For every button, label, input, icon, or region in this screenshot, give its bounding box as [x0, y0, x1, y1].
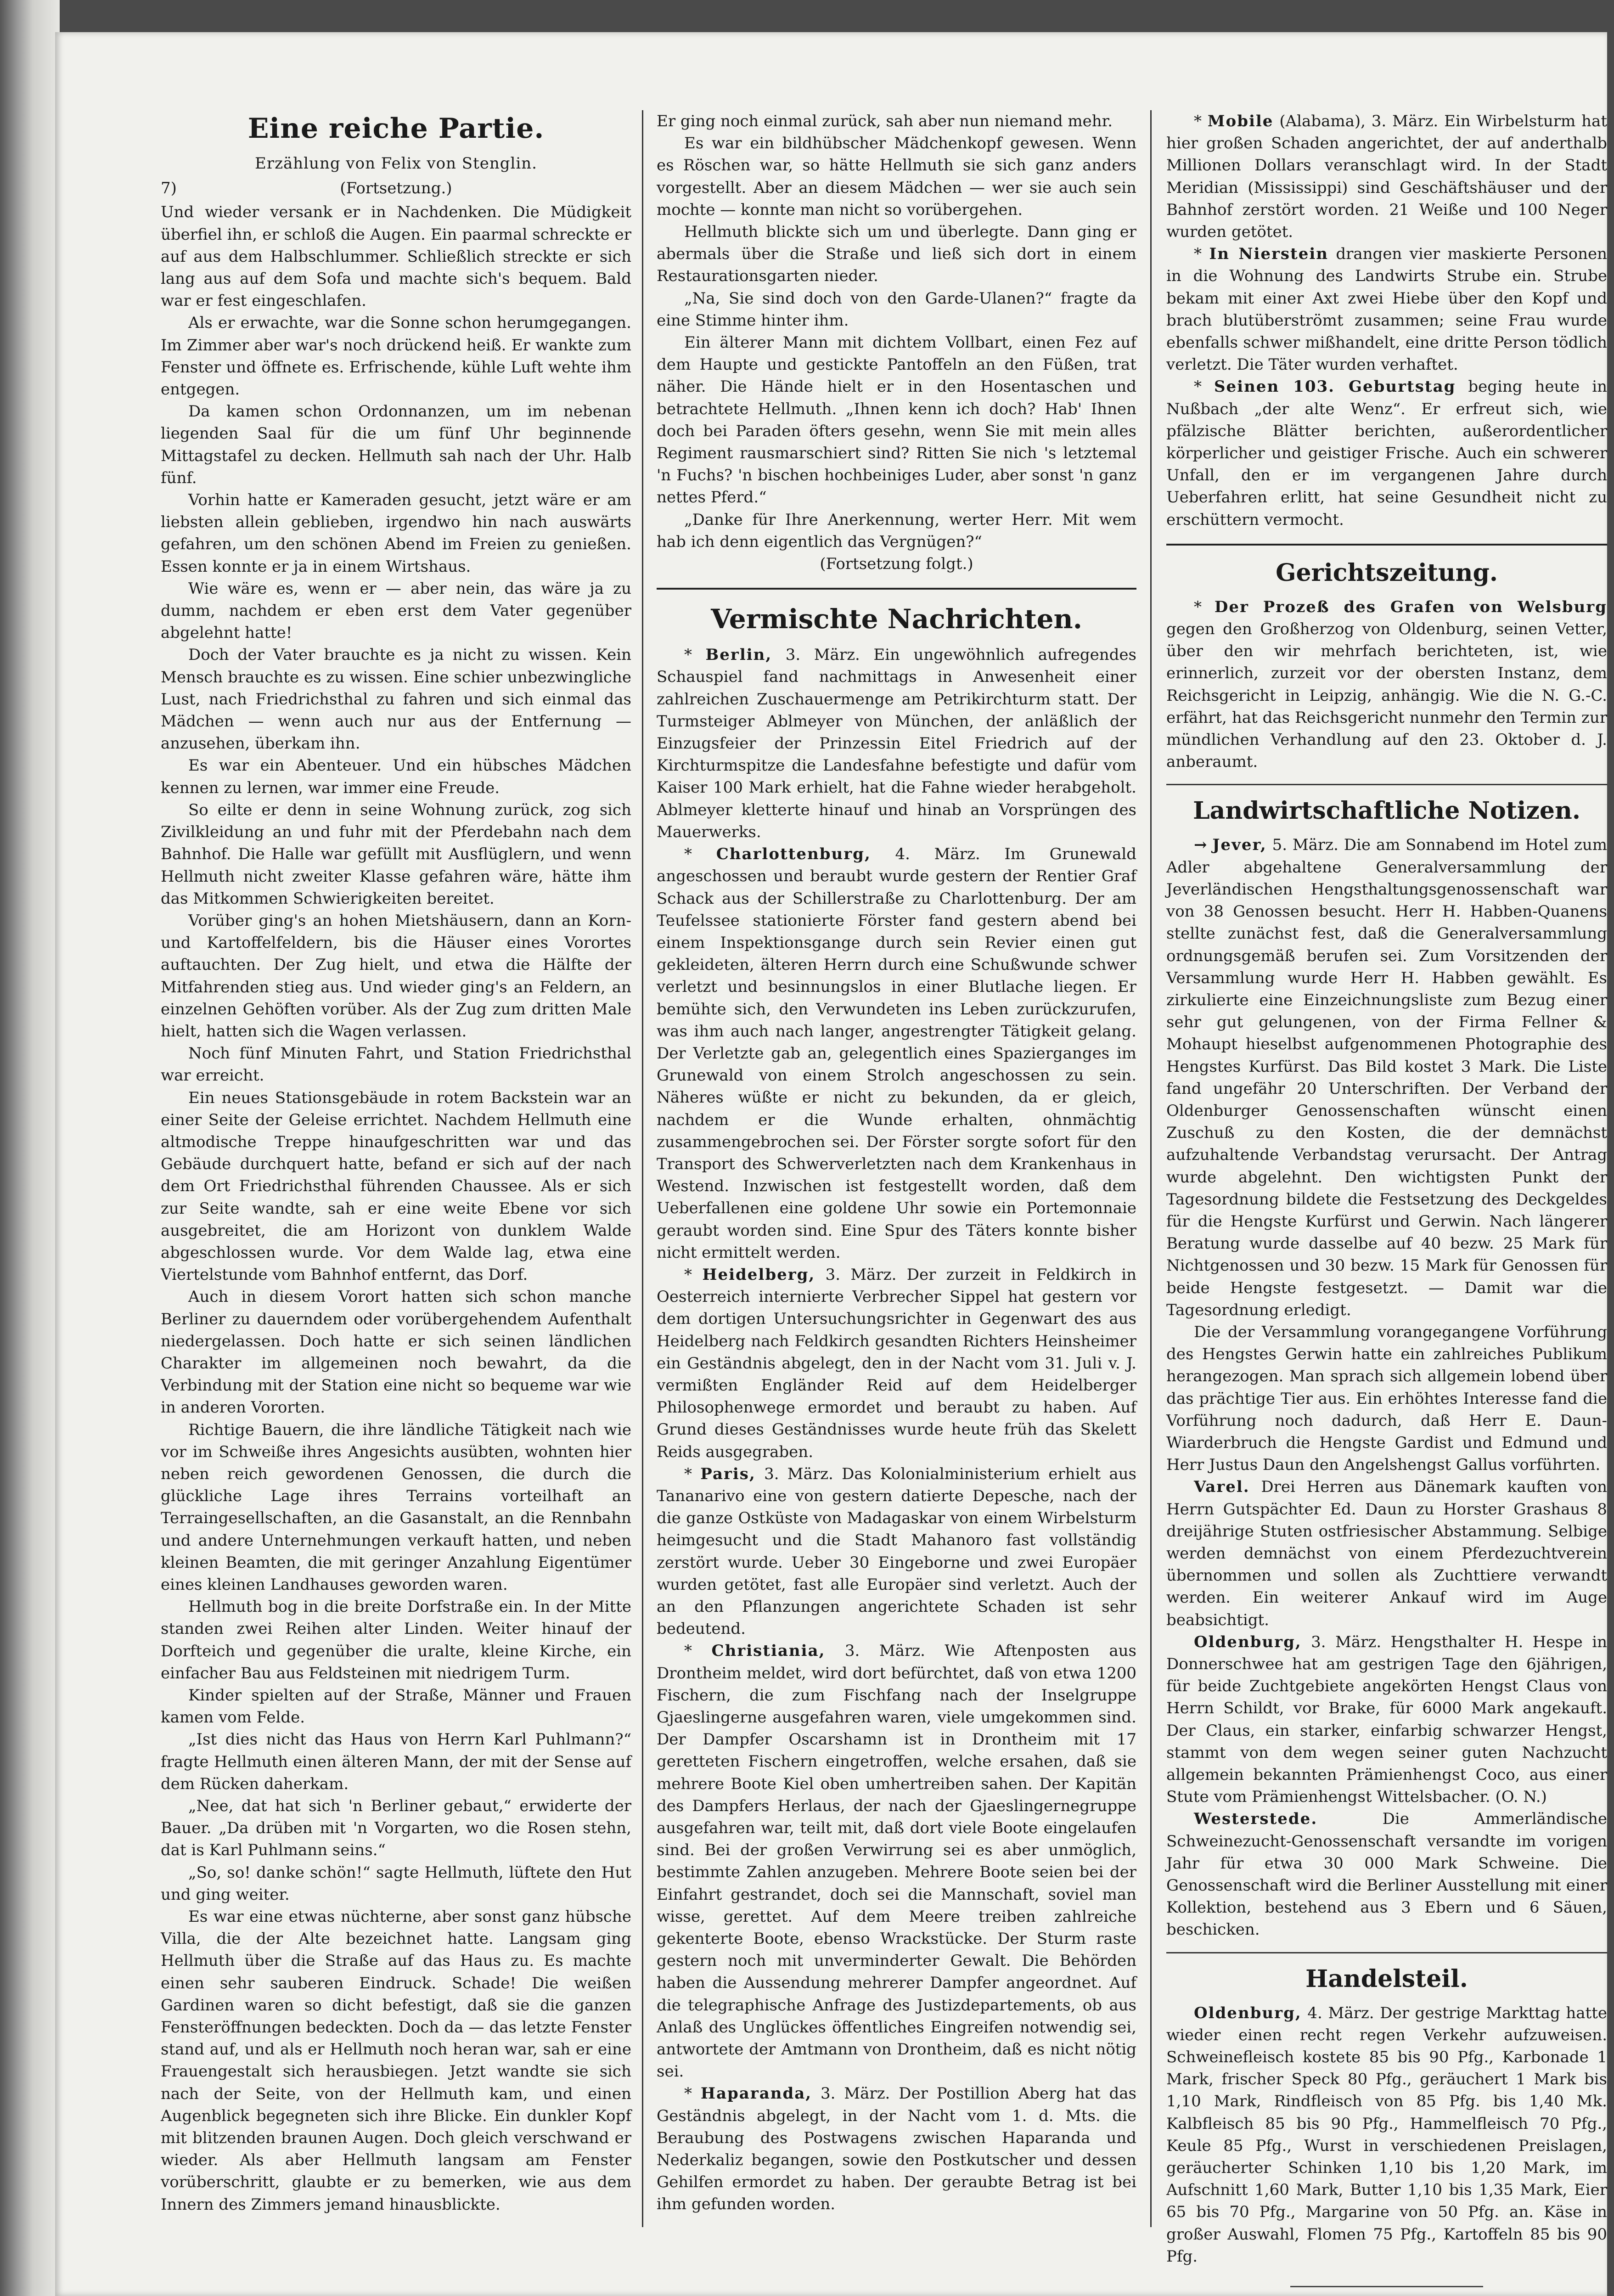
- news-item: * Christiania, 3. März. Wie Aftenposten aus Drontheim meldet, wird dort befürchtet, daß von etwa 1200 Fischern, die zum Fischfang nach der Inselgruppe Gjaeslingerne ausgefahren waren, viele umgekommen sind. Der Dampfer Oscarshamn ist in Drontheim mit 17 geretteten Fischern eingetroffen, welche ersahen, daß sie mehrere Boote Kiel oben umhertreiben sahen. Der Kapitän des Dampfers Herlaus, der nach der Gjaeslingernegruppe ausgefahren war, teilt mit, daß dort viele Boote eingelaufen sind. Bei der großen Verwirrung sei es aber unmöglich, bestimmte Zahlen anzugeben. Mehrere Boote seien bei der Einfahrt gestrandet, doch sei die Mannschaft, soviel man wisse, gerettet. Auf dem Meere treiben zahlreiche gekenterte Boote, ebenso Wrackstücke. Der Sturm raste gestern noch mit unverminderter Gewalt. Die Behörden haben die Aussendung mehrerer Dampfer angeordnet. Auf die telegraphische Anfrage des Justizdepartements, ob aus Anlaß des Unglückes öffentliches Eingreifen notwendig sei, antwortete der Amtmann von Drontheim, daß es nicht nötig sei.: [657, 1642, 1136, 2081]
- news-location: In Nierstein: [1209, 245, 1329, 264]
- story-paragraph: „Danke für Ihre Anerkennung, werter Herr. Mit wem hab ich denn eigentlich das Vergnügen?“: [657, 510, 1136, 551]
- story-paragraph: Richtige Bauern, die ihre ländliche Tätigkeit nach wie vor im Schweiße ihres Angesichts ausübten, wohnten hier neben reich gewordenen Genossen, die durch die glückliche Lage ihres Terrains vorteilhaft an Terraingesellschaften, an die Gasanstalt, an die Rennbahn und andere Unternehmungen verkauft hatten, und neben kleinen Beamten, die mit geringer Anzahlung Eigentümer eines kleinen Landhauses geworden waren.: [161, 1420, 631, 1594]
- story-paragraph: „Na, Sie sind doch von den Garde-Ulanen?“ fragte da eine Stimme hinter ihm.: [657, 289, 1136, 330]
- agri-text: Die der Versammlung vorangegangene Vorführung des Hengstes Gerwin hatte ein zahlreiches Publikum herangezogen. Man sprach sich allgemein lobend über das prächtige Tier aus. Ein erhöhtes Interesse fand die Vorführung noch dadurch, daß Herr E. Daun-Wiarderbruch die Hengste Gardist und Edmund und Herr Justus Daun den Angelshengst Gallus vorführten.: [1166, 1322, 1607, 1474]
- news-text: 3. März. Ein ungewöhnlich aufregendes Schauspiel fand nachmittags in Anwesenheit einer zahlreichen Zuschauermenge am Petrikirchturm statt. Der Turmsteiger Ablmeyer von München, der anläßlich der Einzugsfeier der Prinzessin Eitel Friedrich auf der Kirchturmspitze die Landesfahne befestigte und dafür vom Kaiser 100 Mark erhielt, hat die Fahne wieder herabgeholt. Ablmeyer kletterte hinauf und hinab an Vorsprüngen des Mauerwerks.: [657, 646, 1136, 841]
- agri-location: Oldenburg,: [1194, 1632, 1302, 1651]
- arrow-mark-icon: →: [1194, 836, 1207, 855]
- story-paragraph: Vorüber ging's an hohen Mietshäusern, dann an Korn- und Kartoffelfeldern, bis die Häuser eines Vorortes auftauchten. Der Zug hielt, und etwa die Hälfte der Mitfahrenden stieg aus. Und wieder ging's an Feldern, an einzelnen Gehöften vorüber. Als der Zug zum dritten Male hielt, hatten sich die Wagen verlassen.: [161, 911, 631, 1041]
- story-paragraph: Es war ein Abenteuer. Und ein hübsches Mädchen kennen zu lernen, war immer eine Freude.: [161, 756, 631, 797]
- section-title-vermischtes: Vermischte Nachrichten.: [711, 603, 1082, 635]
- news-item: * Heidelberg, 3. März. Der zurzeit in Feldkirch in Oesterreich internierte Verbrecher Sippel hat gestern vor dem dortigen Untersuchungsrichter in Gegenwart des aus Heidelberg nach Feldkirch gesandten Richters Heinsheimer ein Geständnis abgelegt, den in der Nacht vom 31. Juli v. J. vermißten Engländer Reid auf dem Heidelberger Philosophenwege ermordet und beraubt zu haben. Auf Grund dieses Geständnisses wurde heute früh das Skelett Reids ausgegraben.: [657, 1265, 1136, 1461]
- news-item: * Mobile (Alabama), 3. März. Ein Wirbelsturm hat hier großen Schaden angerichtet, der auf anderthalb Millionen Dollars veranschlagt wird. In der Stadt Meridian (Mississippi) sind Geschäftshäuser und der Bahnhof zerstört worden. 21 Weiße und 100 Neger wurden getötet.: [1166, 112, 1607, 242]
- news-text: 3. März. Das Kolonialministerium erhielt aus Tananarivo eine von gestern datierte Depesche, nach der die ganze Ostküste von Madagaskar von einem Wirbelsturm heimgesucht und die Stadt Mahanoro fast vollständig zerstört wurde. Ueber 30 Eingeborne und zwei Europäer wurden getötet, fast alle Europäer sind verletzt. Auch der an den Pflanzungen angerichtete Schaden ist sehr bedeutend.: [657, 1464, 1137, 1638]
- agri-item: [1166, 1808, 1607, 1941]
- news-location: Charlottenburg,: [716, 845, 871, 864]
- story-paragraph: Hellmuth blickte sich um und überlegte. Dann ging er abermals über die Straße und ließ sich dort in einem Restaurationsgarten nieder.: [657, 223, 1136, 286]
- story-paragraph: Es war eine etwas nüchterne, aber sonst ganz hübsche Villa, die der Alte bezeichnet hatte. Langsam ging Hellmuth über die Straße auf das Haus zu. Es machte einen sehr sauberen Eindruck. Schade! Die weißen Gardinen waren so dicht befestigt, daß sie die ganzen Fensteröffnungen bedeckten. Doch da — das letzte Fenster stand auf, und als er Hellmuth noch heran war, sah er eine Frauengestalt sich herausbiegen. Jetzt wandte sie sich nach der Seite, von der Hellmuth kam, und einen Augenblick begegneten sich ihre Blicke. Ein dunkler Kopf mit blitzenden braunen Augen. Doch gleich verschwand er wieder. Als aber Hellmuth langsam am Fenster vorüberschritt, glaubte er zu bemerken, wie aus dem Innern des Zimmers jemand hinausblickte.: [161, 1908, 631, 2214]
- agri-item: [1166, 834, 1607, 1321]
- section-title-handelsteil: Handelsteil.: [1305, 1964, 1468, 1993]
- column-divider: [1150, 110, 1152, 2227]
- agri-location: Westerstede.: [1194, 1810, 1318, 1829]
- news-item: * Haparanda, 3. März. Der Postillion Aberg hat das Geständnis abgelegt, in der Nacht vom 1. d. Mts. die Beraubung des Postwagens zwischen Haparanda und Nederkaliz begangen, sowie den Postkutscher und dessen Gehilfen ermordet zu haben. Der geraubte Betrag ist bei ihm gefunden worden.: [657, 2084, 1137, 2214]
- column-3: [1166, 110, 1607, 2266]
- story-paragraph: „Ist dies nicht das Haus von Herrn Karl Puhlmann?“ fragte Hellmuth einen älteren Mann, der mit der Sense auf dem Rücken daherkam.: [161, 1730, 631, 1793]
- story-paragraph: So eilte er denn in seine Wohnung zurück, zog sich Zivilkleidung an und fuhr mit der Pferdebahn nach dem Bahnhof. Die Halle war gefüllt mit Ausflüglern, und wenn Hellmuth nicht zweiter Klasse gefahren wäre, hätte ihm das Mitkommen Schwierigkeiten bereitet.: [161, 800, 631, 908]
- column-divider: [642, 110, 643, 2227]
- news-item: * In Nierstein drangen vier maskierte Personen in die Wohnung des Landwirts Strube ein. Strube bekam mit einer Axt zwei Hiebe über den Kopf und brach blutüberströmt zusammen; seine Frau wurde ebenfalls schwer mißhandelt, eine dritte Person tödlich verletzt. Die Täter wurden verhaftet.: [1166, 245, 1607, 374]
- agri-text: Drei Herren aus Dänemark kauften von Herrn Gutspächter Ed. Daun zu Horster Grashaus 8 dreijährige Stuten ostfriesischer Abstammung. Selbige werden demnächst von einem Pferdezuchtverein übernommen und sollen als Zuchttiere verwandt werden. Ein weiterer Ankauf wird im Auge beabsichtigt.: [1166, 1478, 1607, 1629]
- story-paragraph: Kinder spielten auf der Straße, Männer und Frauen kamen vom Felde.: [161, 1686, 631, 1727]
- news-text: 3. März. Der zurzeit in Feldkirch in Oesterreich internierte Verbrecher Sippel hat gestern vor dem dortigen Untersuchungsrichter in Gegenwart des aus Heidelberg nach Feldkirch gesandten Richters Heinsheimer ein Geständnis abgelegt, den in der Nacht vom 31. Juli v. J. vermißten Engländer Reid auf dem Heidelberger Philosophenwege ermordet und beraubt zu haben. Auf Grund dieses Geständnisses wurde heute früh das Skelett Reids ausgegraben.: [657, 1265, 1136, 1461]
- section-title-gerichtszeitung: Gerichtszeitung.: [1276, 558, 1498, 587]
- story-paragraph: Vorhin hatte er Kameraden gesucht, jetzt wäre er am liebsten allein geblieben, irgendwo hin nach auswärts gefahren, um den schönen Abend im Freien zu genießen. Essen konnte er ja in einem Wirtshaus.: [161, 491, 631, 576]
- story-paragraph: Als er erwachte, war die Sonne schon herumgegangen. Im Zimmer aber war's noch drückend heiß. Er wankte zum Fenster und öffnete es. Erfrischende, kühle Luft wehte ihm entgegen.: [161, 314, 631, 399]
- trade-item: [1166, 2002, 1607, 2268]
- story-paragraph: Auch in diesem Vorort hatten sich schon manche Berliner zu dauerndem oder vorübergehendem Aufenthalt niedergelassen. Doch hatte er sich seinen ländlichen Charakter im allgemeinen noch bewahrt, da die Verbindung mit der Station eine nicht so bequeme war wie in anderen Vororten.: [161, 1288, 631, 1417]
- court-subject: Der Prozeß des Grafen von Welsburg: [1214, 597, 1607, 616]
- story-paragraph: „So, so! danke schön!“ sagte Hellmuth, lüftete den Hut und ging weiter.: [161, 1863, 631, 1904]
- news-text: drangen vier maskierte Personen in die Wohnung des Landwirts Strube ein. Strube bekam mit einer Axt zwei Hiebe über den Kopf und brach blutüberströmt zusammen; seine Frau wurde ebenfalls schwer mißhandelt, eine dritte Person tödlich verletzt. Die Täter wurden verhaftet.: [1166, 245, 1607, 374]
- agri-location: Jever,: [1212, 836, 1267, 855]
- newspaper-page: [55, 32, 1607, 2296]
- news-text: 3. März. Der Postillion Aberg hat das Geständnis abgelegt, in der Nacht vom 1. d. Mts. die Beraubung des Postwagens zwischen Haparanda und Nederkaliz begangen, sowie den Postkutscher und dessen Gehilfen ermordet zu haben. Der geraubte Betrag ist bei ihm gefunden worden.: [657, 2084, 1137, 2214]
- section-rule: [1166, 1952, 1607, 1953]
- continuation-note: (Fortsetzung folgt.): [820, 555, 973, 574]
- story-paragraph: „Nee, dat hat sich 'n Berliner gebaut,“ erwiderte der Bauer. „Da drüben mit 'n Vorgarten, wo die Rosen stehn, dat is Karl Puhlmann seins.“: [161, 1797, 631, 1860]
- story-paragraph: Da kamen schon Ordonnanzen, um im nebenan liegenden Saal für die um fünf Uhr beginnende Mittagstafel zu decken. Hellmuth sah nach der Uhr. Halb fünf.: [161, 402, 631, 487]
- news-text: (Alabama), 3. März. Ein Wirbelsturm hat hier großen Schaden angerichtet, der auf anderthalb Millionen Dollars veranschlagt wird. In der Stadt Meridian (Mississippi) sind Geschäftshäuser und der Bahnhof zerstört worden. 21 Weiße und 100 Neger wurden getötet.: [1166, 112, 1607, 242]
- news-item: * Berlin, 3. März. Ein ungewöhnlich aufregendes Schauspiel fand nachmittags in Anwesenheit einer zahlreichen Zuschauermenge am Petrikirchturm statt. Der Turmsteiger Ablmeyer von München, der anläßlich der Einzugsfeier der Prinzessin Eitel Friedrich auf der Kirchturmspitze die Landesfahne befestigte und dafür vom Kaiser 100 Mark erhielt, hat die Fahne wieder herabgeholt. Ablmeyer kletterte hinauf und hinab an Vorsprüngen des Mauerwerks.: [657, 646, 1136, 841]
- section-rule: [1166, 784, 1607, 785]
- column-2: [657, 110, 1136, 2227]
- agri-text: 5. März. Die am Sonnabend im Hotel zum Adler abgehaltene Generalversammlung der Jeverländischen Hengsthaltungsgenossenschaft war von 38 Genossen besucht. Herr H. Habben-Quanens stellte zunächst fest, daß die Generalversammlung ordnungsgemäß berufen sei. Zum Vorsitzenden der Versammlung wurde Herr H. Habben gewählt. Es zirkulierte eine Einzeichnungsliste zum Bezug einer sehr gut gelungenen, von der Firma Fellner & Mohaupt hieselbst aufgenommenen Photographie des Hengstes Kurfürst. Das Bild kostet 3 Mark. Die Liste fand ungefähr 20 Unterschriften. Der Verband der Oldenburger Genossenschaften wünscht einen Zuschuß zu den Kosten, die der demnächst aufzuhaltende Verbandstag verursacht. Der Antrag wurde abgelehnt. Den wichtigsten Punkt der Tagesordnung bildete die Festsetzung des Deckgeldes für die Hengste Kurfürst und Gerwin. Nach längerer Beratung wurde dasselbe auf 40 bezw. 25 Mark für Nichtgenossen und 30 bezw. 15 Mark für Genossen für beide Hengste festgesetzt. — Damit war die Tagesordnung erledigt.: [1166, 836, 1607, 1319]
- story-paragraph: Ein neues Stationsgebäude in rotem Backstein war an einer Seite der Geleise errichtet. Nachdem Hellmuth eine altmodische Treppe hinaufgeschritten war und das Gebäude durchquert hatte, befand er sich auf der nach dem Ort Friedrichsthal führenden Chaussee. Als er sich zur Seite wandte, sah er eine weite Ebene vor sich ausgebreitet, die am Horizont von dunklem Walde abgeschlossen wurde. Vor dem Walde lag, etwa eine Viertelstunde vom Bahnhof entfernt, das Dorf.: [161, 1088, 631, 1284]
- agri-location: Varel.: [1194, 1478, 1250, 1497]
- news-text: 4. März. Im Grunewald angeschossen und beraubt wurde gestern der Rentier Graf Schack aus der Schillerstraße zu Charlottenburg. Der am Teufelssee stationierte Förster fand gestern abend bei einem Inspektionsgange durch sein Revier einen gut gekleideten, älteren Herrn durch eine Schußwunde schwer verletzt und besinnungslos in einer Blutlache liegen. Er bemühte sich, den Verwundeten ins Leben zurückzurufen, was ihm auch nach langer, angestrengter Tätigkeit gelang. Der Verletzte gab an, gelegentlich eines Spazierganges im Grunewald von einem Strolch angeschossen zu sein. Näheres wüßte er nicht zu bekunden, da er gleich, nachdem er die Wunde erhalten, ohnmächtig zusammengebrochen sei. Der Förster sorgte sofort für den Transport des Schwerverletzten nach dem Krankenhaus in Westend. Inzwischen ist festgestellt worden, daß dem Ueberfallenen eine goldene Uhr sowie ein Portemonnaie geraubt worden sind. Eine Spur des Täters konnte bisher nicht ermittelt werden.: [657, 845, 1136, 1262]
- story-paragraph: Er ging noch einmal zurück, sah aber nun niemand mehr.: [657, 112, 1113, 130]
- part-number: 7): [161, 179, 177, 198]
- column-1: [161, 110, 631, 2227]
- end-rule: [1290, 2286, 1483, 2287]
- story-paragraph: Wie wäre es, wenn er — aber nein, das wäre ja zu dumm, nachdem er eben erst dem Vater gegenüber abgelehnt hatte!: [161, 579, 631, 642]
- news-location: Heidelberg,: [702, 1265, 815, 1284]
- news-item: * Charlottenburg, 4. März. Im Grunewald angeschossen und beraubt wurde gestern der Rentier Graf Schack aus der Schillerstraße zu Charlottenburg. Der am Teufelssee stationierte Förster fand gestern abend bei einem Inspektionsgange durch sein Revier einen gut gekleideten, älteren Herrn durch eine Schußwunde schwer verletzt und besinnungslos in einer Blutlache liegen. Er bemühte sich, den Verwundeten ins Leben zurückzurufen, was ihm auch nach langer, angestrengter Tätigkeit gelang. Der Verletzte gab an, gelegentlich eines Spazierganges im Grunewald von einem Strolch angeschossen zu sein. Näheres wüßte er nicht zu bekunden, da er gleich, nachdem er die Wunde erhalten, ohnmächtig zusammengebrochen sei. Der Förster sorgte sofort für den Transport des Schwerverletzten nach dem Krankenhaus in Westend. Inzwischen ist festgestellt worden, daß dem Ueberfallenen eine goldene Uhr sowie ein Portemonnaie geraubt worden sind. Eine Spur des Täters konnte bisher nicht ermittelt werden.: [657, 845, 1136, 1262]
- agri-text: Die Ammerländische Schweinezucht-Genossenschaft versandte im vorigen Jahr für etwa 30 000 Mark Schweine. Die Genossenschaft wird die Berliner Ausstellung mit einer Kollektion, bestehend aus 3 Ebern und 6 Säuen, beschicken.: [1166, 1810, 1607, 1939]
- story-paragraph: Ein älterer Mann mit dichtem Vollbart, einen Fez auf dem Haupte und gestickte Pantoffeln an den Füßen, trat näher. Die Hände hielt er in den Hosentaschen und betrachtete Hellmuth. „Ihnen kenn ich doch? Hab' Ihnen doch bei Paraden öfters gesehn, wenn Sie mit mein alles Regiment rausmarschiert sind? Ritten Sie nich 's letztemal 'n Fuchs? 'n bischen hochbeiniges Luder, aber sonst 'n ganz nettes Pferd.“: [657, 333, 1136, 507]
- news-item: * Paris, 3. März. Das Kolonialministerium erhielt aus Tananarivo eine von gestern datierte Depesche, nach der die ganze Ostküste von Madagaskar von einem Wirbelsturm heimgesucht und die Stadt Mahanoro fast vollständig zerstört wurde. Ueber 30 Eingeborne und zwei Europäer wurden getötet, fast alle Europäer sind verletzt. Auch der an den Pflanzungen angerichtete Schaden ist sehr bedeutend.: [657, 1464, 1137, 1638]
- section-title-landwirtschaft: Landwirtschaftliche Notizen.: [1193, 797, 1580, 825]
- story-paragraph: Hellmuth bog in die breite Dorfstraße ein. In der Mitte standen zwei Reihen alter Linden. Weiter hinauf der Dorfteich und gegenüber die uralte, kleine Kirche, ein einfacher Bau aus Feldsteinen mit niedrigem Turm.: [161, 1598, 631, 1683]
- story-paragraph: Es war ein bildhübscher Mädchenkopf gewesen. Wenn es Röschen war, so hätte Hellmuth sie sich ganz anders vorgestellt. Aber an diesem Mädchen — wer sie auch sein mochte — konnte man nicht so vorübergehen.: [657, 134, 1136, 219]
- story-title: Eine reiche Partie.: [247, 113, 545, 145]
- part-label: (Fortsetzung.): [340, 179, 452, 198]
- agri-item: [1166, 1476, 1607, 1631]
- news-location: Haparanda,: [700, 2084, 812, 2103]
- news-location: Christiania,: [711, 1642, 826, 1660]
- court-text: gegen den Großherzog von Oldenburg, seinen Vetter, über den wir mehrfach berichteten, ist, wie erinnerlich, zurzeit vor der obersten Instanz, dem Reichsgericht in Leipzig, anhängig. Wie die N. G.-C. erfährt, hat das Reichsgericht nunmehr den Termin zur mündlichen Verhandlung auf den 23. Oktober d. J. anberaumt.: [1166, 620, 1607, 771]
- court-item: * Der Prozeß des Grafen von Welsburg gegen den Großherzog von Oldenburg, seinen Vetter, über den wir mehrfach berichteten, ist, wie erinnerlich, zurzeit vor der obersten Instanz, dem Reichsgericht in Leipzig, anhängig. Wie die N. G.-C. erfährt, hat das Reichsgericht nunmehr den Termin zur mündlichen Verhandlung auf den 23. Oktober d. J. anberaumt.: [1166, 597, 1607, 771]
- section-rule: [657, 588, 1136, 590]
- story-paragraph: Noch fünf Minuten Fahrt, und Station Friedrichsthal war erreicht.: [161, 1044, 631, 1085]
- news-location: Paris,: [700, 1464, 756, 1483]
- story-paragraph: Doch der Vater brauchte es ja nicht zu wissen. Kein Mensch brauchte es zu wissen. Eine schier unbezwingliche Lust, nach Friedrichsthal zu fahren und sich einmal das Mädchen — wenn auch nur aus der Entfernung — anzusehen, überkam ihn.: [161, 646, 631, 753]
- section-rule: [1166, 544, 1607, 546]
- news-location: Seinen 103. Geburtstag: [1214, 377, 1456, 396]
- news-item: * Seinen 103. Geburtstag beging heute in Nußbach „der alte Wenz“. Er erfreut sich, wie pfälzische Blätter berichten, außerordentlicher körperlicher und geistiger Frische. Auch ein schwerer Unfall, den er im vergangenen Jahre durch Ueberfahren erlitt, hat seine Gesundheit nicht zu erschüttern vermocht.: [1166, 377, 1607, 529]
- trade-location: Oldenburg,: [1194, 2003, 1302, 2022]
- agri-item: [1166, 1631, 1607, 1808]
- news-text: 3. März. Wie Aftenposten aus Drontheim meldet, wird dort befürchtet, daß von etwa 1200 Fischern, die zum Fischfang nach der Inselgruppe Gjaeslingerne ausgefahren waren, viele umgekommen sind. Der Dampfer Oscarshamn ist in Drontheim mit 17 geretteten Fischern eingetroffen, welche ersahen, daß sie mehrere Boote Kiel oben umhertreiben sahen. Der Kapitän des Dampfers Herlaus, der nach der Gjaeslingernegruppe ausgefahren war, teilt mit, daß dort viele Boote eingelaufen sind. Bei der großen Verwirrung sei es aber unmöglich, bestimmte Zahlen anzugeben. Mehrere Boote seien bei der Einfahrt gestrandet, doch sei die Mannschaft, soviel man wisse, gerettet. Auf dem Meere treiben zahlreiche gekenterte Boote, ebenso Wrackstücke. Der Sturm raste gestern noch mit unverminderter Gewalt. Die Behörden haben die Aussendung mehrerer Dampfer angeordnet. Auf die telegraphische Anfrage des Justizdepartements, ob aus Anlaß des Unglückes öffentliches Eingreifen notwendig sei, antwortete der Amtmann von Drontheim, daß es nicht nötig sei.: [657, 1642, 1136, 2081]
- scan-edge: [0, 0, 60, 2296]
- part-heading: [161, 177, 631, 199]
- story-byline: Erzählung von Felix von Stenglin.: [255, 154, 537, 173]
- agri-text: 3. März. Hengsthalter H. Hespe in Donnerschwee hat am gestrigen Tage den 6jährigen, für beide Zuchtgebiete angekörten Hengst Claus von Herrn Schildt, vor Brake, für 6000 Mark angekauft. Der Claus, ein starker, einfarbig schwarzer Hengst, stammt von dem wegen seiner guten Nachzucht allgemein bekannten Prämienhengst Coco, aus einer Stute vom Prämienhengst Wittelsbacher. (O. N.): [1166, 1632, 1607, 1806]
- news-location: Mobile: [1207, 112, 1274, 130]
- news-text: beging heute in Nußbach „der alte Wenz“. Er erfreut sich, wie pfälzische Blätter berichten, außerordentlicher körperlicher und geistiger Frische. Auch ein schwerer Unfall, den er im vergangenen Jahre durch Ueberfahren erlitt, hat seine Gesundheit nicht zu erschüttern vermocht.: [1166, 377, 1607, 529]
- agri-item: [1166, 1321, 1607, 1476]
- trade-text: 4. März. Der gestrige Markttag hatte wieder einen recht regen Verkehr aufzuweisen. Schweinefleisch kostete 85 bis 90 Pfg., Karbonade 1 Mark, frischer Speck 80 Pfg., geräuchert 1 Mark bis 1,10 Mark, Rindfleisch von 85 Pfg. bis 1,40 Mk. Kalbfleisch 85 bis 90 Pfg., Hammelfleisch 70 Pfg., Keule 85 Pfg., Wurst in verschiedenen Preislagen, geräucherter Schinken 1,10 bis 1,20 Mark, im Aufschnitt 1,60 Mark, Butter 1,10 bis 1,35 Mark, Eier 65 bis 70 Pfg., Margarine von 50 Pfg. an. Käse in großer Auswahl, Flomen 75 Pfg., Kartoffeln 85 bis 90 Pfg.: [1166, 2003, 1607, 2266]
- news-location: Berlin,: [705, 646, 772, 664]
- story-paragraph: Und wieder versank er in Nachdenken. Die Müdigkeit überfiel ihn, er schloß die Augen. Ein paarmal schreckte er auf aus dem Halbschlummer. Schließlich streckte er sich lang aus auf dem Sofa und machte sich's bequem. Bald war er fest eingeschlafen.: [161, 203, 631, 310]
